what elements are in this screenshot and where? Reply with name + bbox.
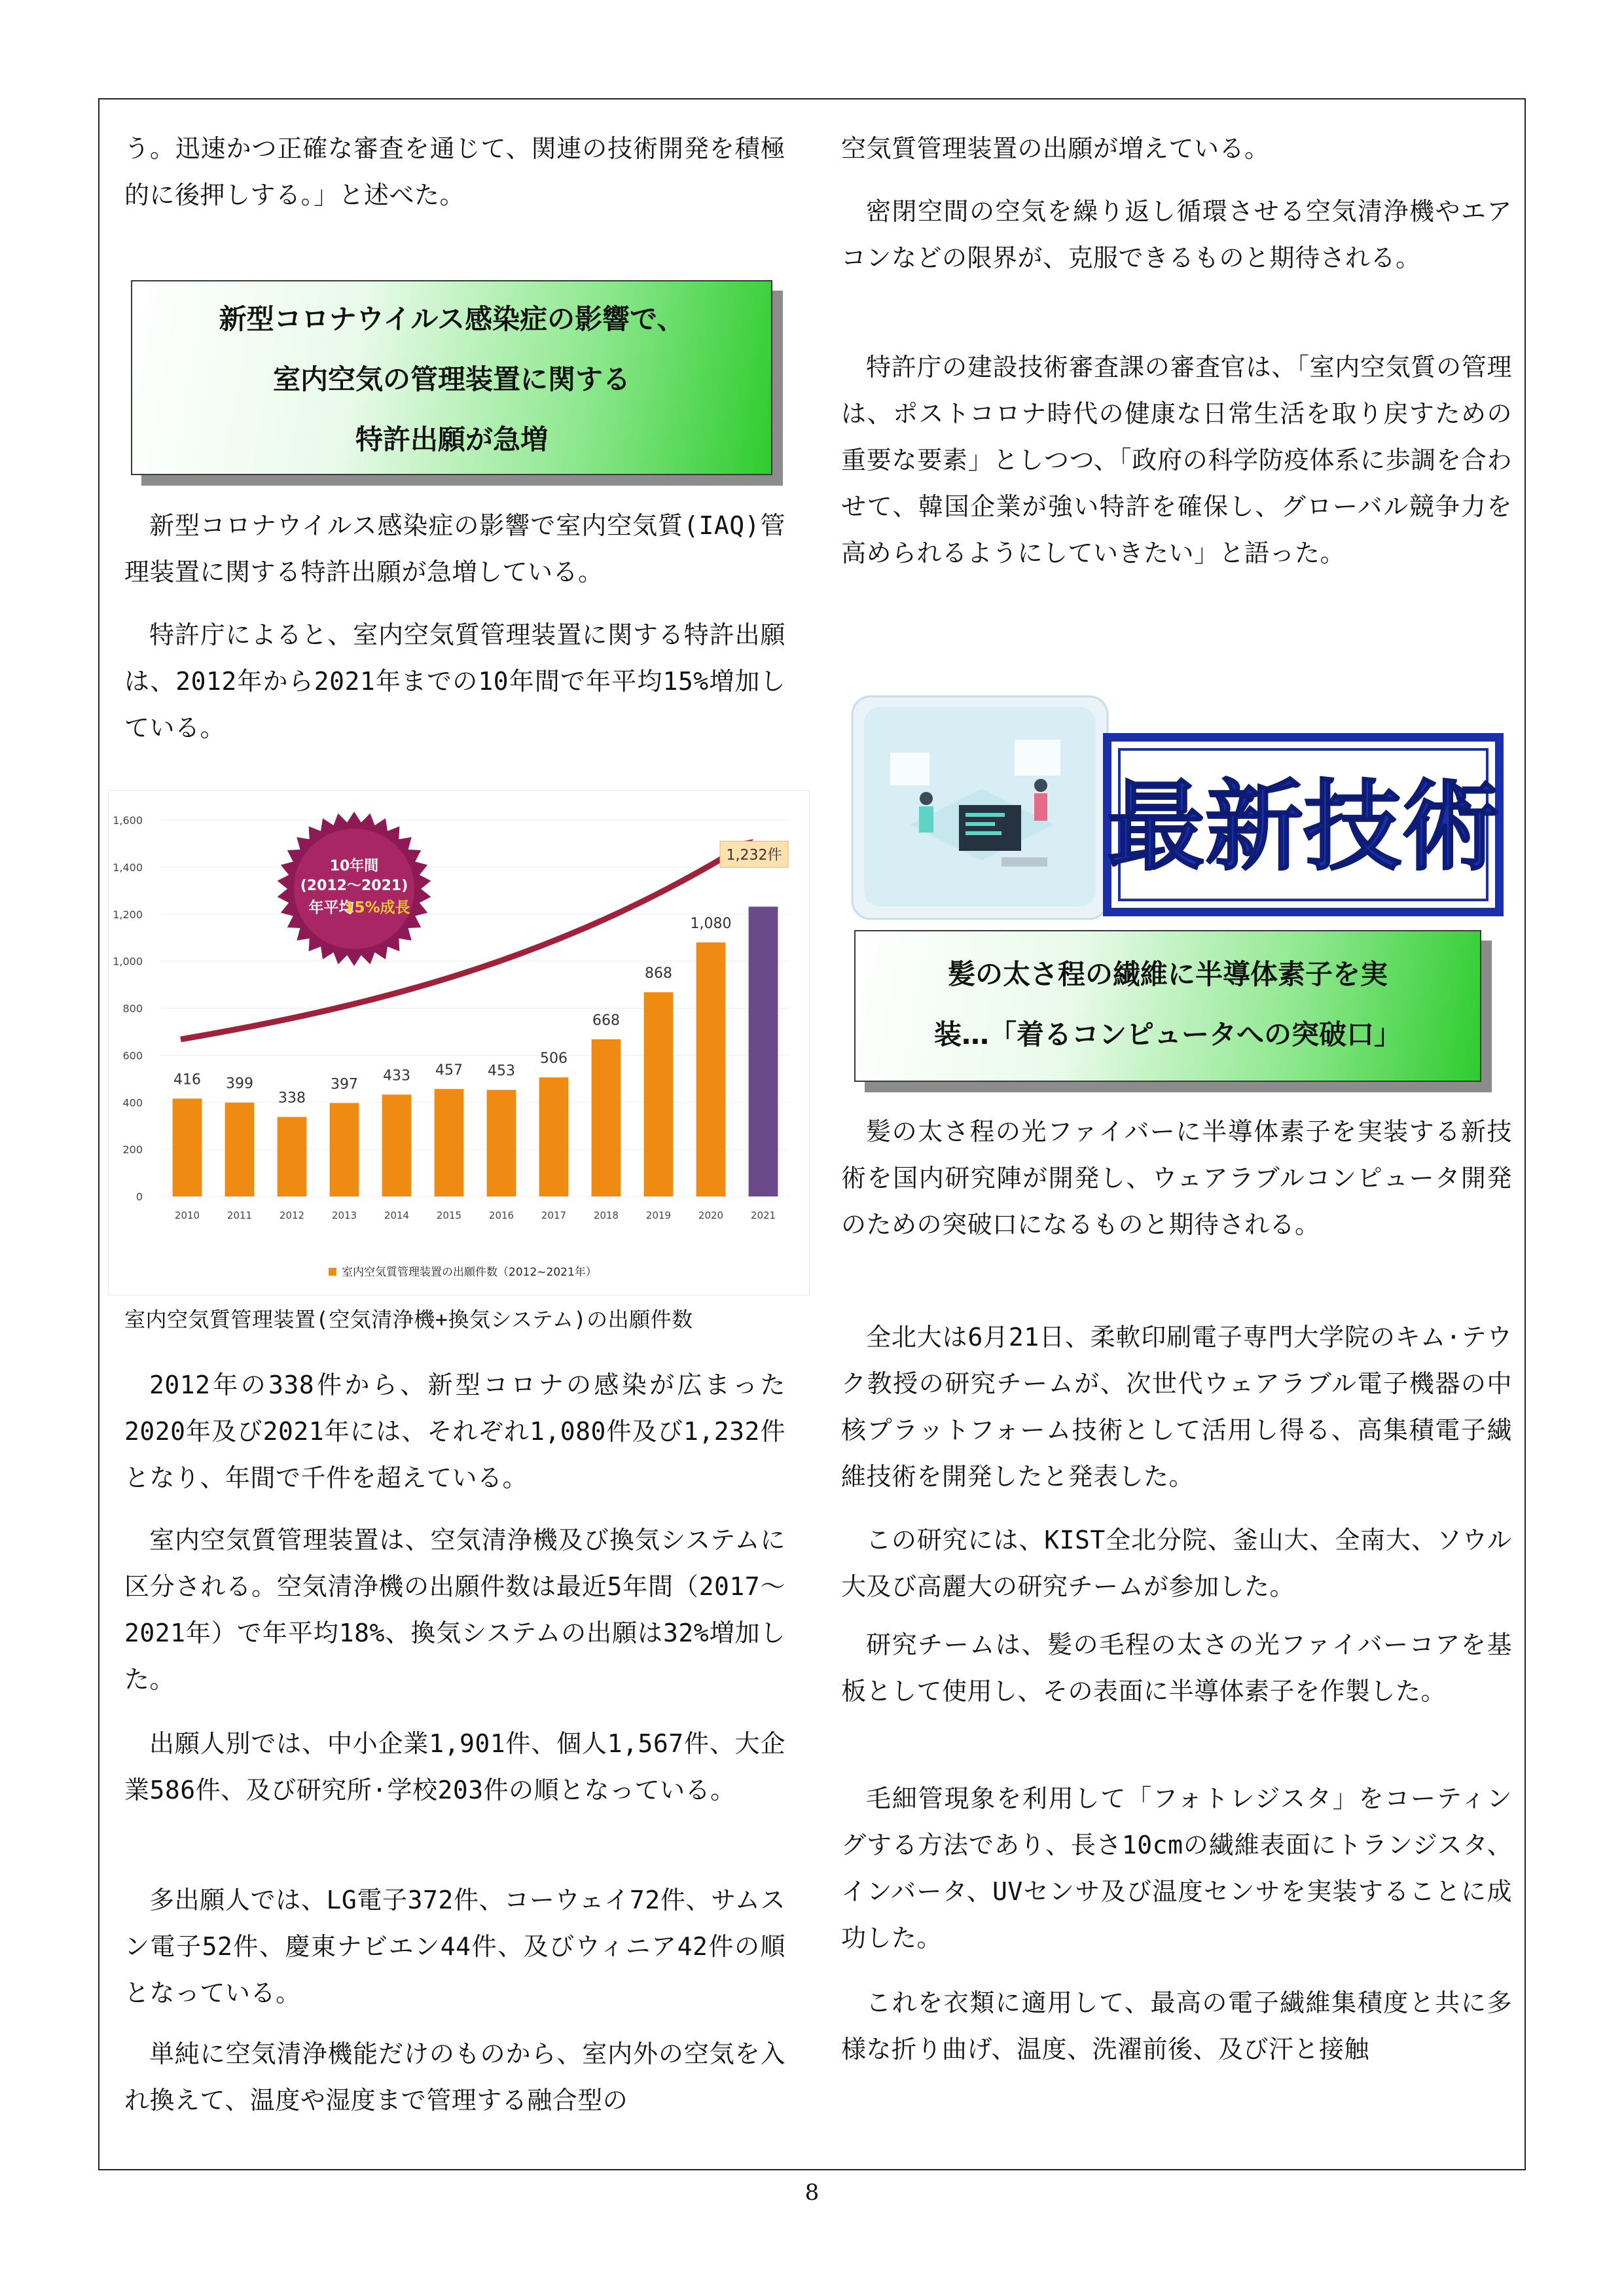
banner-title: 最新技術 — [1106, 770, 1500, 884]
x-tick-label: 2021 — [750, 1210, 776, 1221]
y-tick-label: 1,600 — [113, 814, 143, 827]
left-paragraph-5: 室内空気質管理装置は、空気清浄機及び換気システムに区分される。空気清浄機の出願件数は最近5年間（2017～2021年）で年平均18%、換気システムの出願は32%増加した。 — [124, 1526, 785, 1694]
value-label: 416 — [173, 1071, 201, 1088]
bar-2012 — [278, 1117, 307, 1196]
left-paragraph-4: 2012年の338件から、新型コロナの感染が広まった2020年及び2021年には、それぞれ1,080件及び1,232件となり、年間で千件を超えている。 — [124, 1371, 785, 1492]
left-paragraph-3: 特許庁によると、室内空気質管理装置に関する特許出願は、2012年から2021年までの10年間で年平均15%増加している。 — [124, 620, 785, 742]
right-paragraph-4: 髪の太さ程の光ファイバーに半導体素子を実装する新技術を国内研究陣が開発し、ウェアラブルコンピュータ開発のための突破口になるものと期待される。 — [841, 1117, 1512, 1239]
x-tick-label: 2011 — [226, 1210, 253, 1221]
badge-line-4: 15%成長 — [344, 899, 410, 916]
x-tick-label: 2018 — [593, 1210, 619, 1221]
bar-2015 — [435, 1089, 464, 1196]
x-tick-label: 2017 — [541, 1210, 567, 1221]
x-tick-label: 2010 — [174, 1210, 200, 1221]
left-heading-line-3: 特許出願が急増 — [355, 423, 548, 456]
page-number: 8 — [804, 2179, 820, 2206]
patent-application-chart — [108, 790, 810, 1295]
right-paragraph-5: 全北大は6月21日、柔軟印刷電子専門大学院のキム·テウク教授の研究チームが、次世代ウェアラブル電子機器の中核プラットフォーム技術として活用し得る、高集積電子繊維技術を開発したと発表した。 — [841, 1323, 1512, 1491]
value-label: 399 — [226, 1075, 253, 1092]
bar-2020 — [696, 942, 726, 1196]
value-label: 506 — [540, 1050, 568, 1067]
badge-line-2: (2012～2021) — [300, 878, 408, 894]
bar-2013 — [330, 1103, 359, 1196]
value-label: 1,080 — [690, 915, 732, 932]
value-label: 397 — [331, 1076, 358, 1093]
x-tick-label: 2016 — [488, 1210, 514, 1221]
value-label: 453 — [488, 1063, 515, 1080]
value-label: 868 — [645, 965, 672, 982]
legend-swatch — [329, 1268, 336, 1276]
latest-tech-banner — [851, 694, 1506, 929]
badge-line-3: 年平均 — [308, 899, 354, 916]
floating-panel-icon — [1015, 740, 1060, 776]
x-tick-label: 2014 — [384, 1210, 410, 1221]
x-tick-label: 2020 — [698, 1210, 724, 1221]
y-tick-label: 1,000 — [113, 955, 143, 968]
legend-label: 室内空気質管理装置の出願件数（2012~2021年） — [342, 1266, 597, 1279]
person-icon — [1034, 779, 1047, 792]
value-label: 457 — [435, 1062, 463, 1079]
screen-line — [965, 831, 1001, 835]
bar-2018 — [592, 1039, 621, 1196]
value-label: 338 — [278, 1090, 306, 1107]
left-heading-line-1: 新型コロナウイルス感染症の影響で、 — [219, 303, 685, 335]
right-paragraph-2: 密閉空間の空気を繰り返し循環させる空気清浄機やエアコンなどの限界が、克服できるものと期待される。 — [841, 197, 1512, 272]
keyboard-icon — [1001, 857, 1047, 867]
bar-2010 — [173, 1099, 202, 1197]
right-heading-line-2: 装…「着るコンピュータへの突破口」 — [933, 1018, 1401, 1050]
floating-panel-icon — [890, 753, 929, 785]
y-tick-label: 800 — [122, 1002, 143, 1015]
right-section-heading — [854, 930, 1481, 1082]
value-label: 1,232件 — [726, 847, 782, 864]
badge-line-1: 10年間 — [329, 858, 379, 874]
right-paragraph-8: 毛細管現象を利用して「フォトレジスタ」をコーティングする方法であり、長さ10cmの繊維表面にトランジスタ、インバータ、UVセンサ及び温度センサを実装することに成功した。 — [841, 1784, 1512, 1952]
x-tick-label: 2015 — [436, 1210, 462, 1221]
left-paragraph-7: 多出願人では、LG電子372件、コーウェイ72件、サムスン電子52件、慶東ナビエン44件、及びウィニア42件の順となっている。 — [124, 1886, 785, 2007]
value-label: 668 — [592, 1012, 620, 1029]
screen-line — [965, 822, 995, 826]
y-tick-label: 1,200 — [113, 908, 143, 921]
right-paragraph-6: この研究には、KIST全北分院、釜山大、全南大、ソウル大及び高麗大の研究チームが参加した。 — [841, 1526, 1512, 1601]
bar-2017 — [539, 1077, 569, 1196]
monitor-icon — [959, 805, 1021, 851]
right-paragraph-7: 研究チームは、髪の毛程の太さの光ファイバーコアを基板として使用し、その表面に半導体素子を作製した。 — [841, 1630, 1512, 1706]
y-tick-label: 400 — [122, 1096, 143, 1109]
value-label: 433 — [383, 1067, 410, 1085]
right-paragraph-1: 空気質管理装置の出願が増えている。 — [841, 134, 1270, 163]
bar-2021 — [749, 906, 778, 1196]
y-tick-label: 200 — [122, 1143, 143, 1157]
person-icon — [1034, 793, 1047, 821]
left-paragraph-6: 出願人別では、中小企業1,901件、個人1,567件、大企業586件、及び研究所·学校203件の順となっている。 — [124, 1729, 785, 1804]
chart-caption: 室内空気質管理装置(空気清浄機+換気システム)の出願件数 — [124, 1307, 693, 1332]
person-icon — [920, 792, 933, 805]
x-tick-label: 2012 — [279, 1210, 305, 1221]
bar-2011 — [225, 1103, 255, 1196]
y-tick-label: 600 — [122, 1049, 143, 1062]
bar-2019 — [644, 992, 674, 1196]
x-tick-label: 2013 — [331, 1210, 357, 1221]
bar-2016 — [487, 1090, 516, 1196]
person-icon — [919, 806, 933, 833]
left-section-heading — [131, 280, 772, 475]
right-heading-line-1: 髪の太さ程の繊維に半導体素子を実 — [947, 958, 1388, 990]
y-tick-label: 1,400 — [113, 861, 143, 874]
right-paragraph-3: 特許庁の建設技術審査課の審査官は、「室内空気質の管理は、ポストコロナ時代の健康な日常生活を取り戻すための重要な要素」としつつ、「政府の科学防疫体系に歩調を合わせて、韓国企業が強い特許を確保し、グローバル競争力を高められるようにしていきたい」と語った。 — [841, 353, 1512, 567]
bar-2014 — [382, 1094, 412, 1196]
left-paragraph-1: う。迅速かつ正確な審査を通じて、関連の技術開発を積極的に後押しする。」と述べた。 — [124, 134, 785, 209]
right-paragraph-9: これを衣類に適用して、最高の電子繊維集積度と共に多様な折り曲げ、温度、洗濯前後、及び汗と接触 — [841, 1988, 1512, 2064]
screen-line — [965, 813, 1005, 817]
x-tick-label: 2019 — [645, 1210, 672, 1221]
left-paragraph-2: 新型コロナウイルス感染症の影響で室内空気質(IAQ)管理装置に関する特許出願が急増している。 — [124, 511, 785, 586]
y-tick-label: 0 — [135, 1191, 143, 1203]
left-heading-line-2: 室内空気の管理装置に関する — [272, 363, 630, 395]
left-paragraph-8: 単純に空気清浄機能だけのものから、室内外の空気を入れ換えて、温度や湿度まで管理する融合型の — [124, 2039, 785, 2115]
